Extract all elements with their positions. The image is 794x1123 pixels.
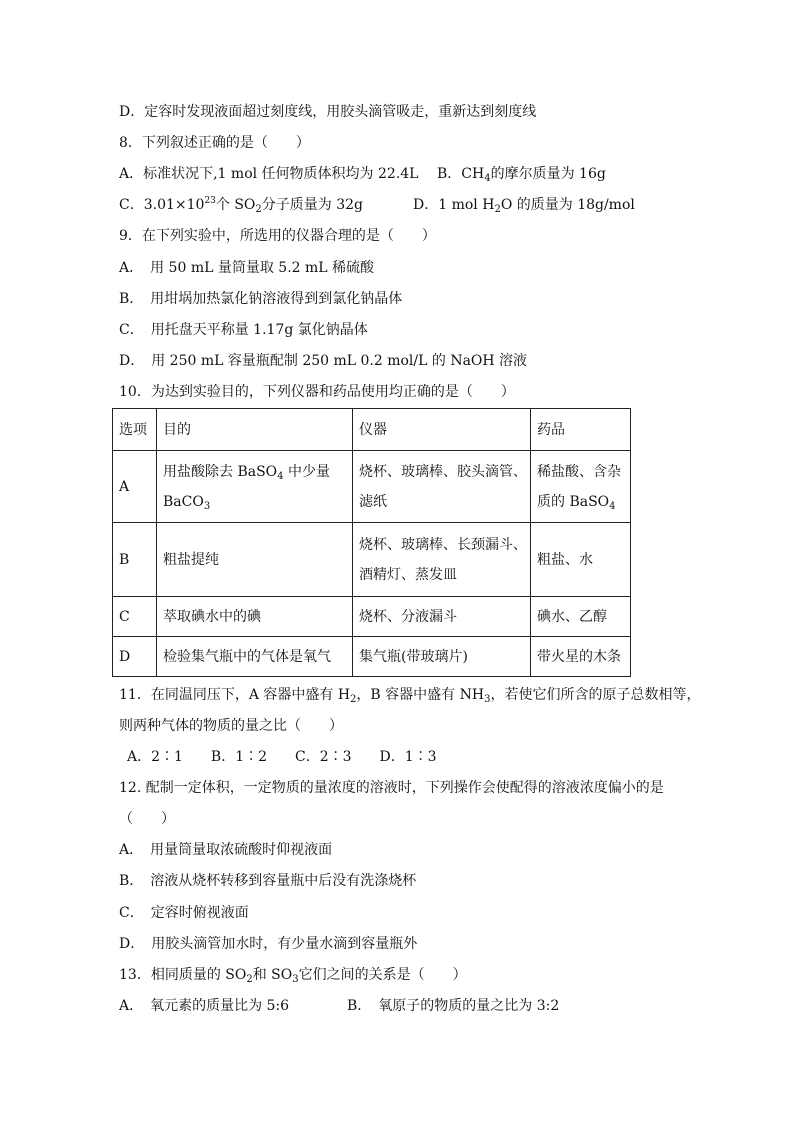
q13-option-b: B． 氧原子的物质的量之比为 3:2 — [347, 998, 560, 1014]
q12-option-c: C． 定容时俯视液面 — [119, 905, 249, 921]
q7-option-d: D．定容时发现液面超过刻度线，用胶头滴管吸走，重新达到刻度线 — [119, 104, 537, 120]
q12-option-a: A． 用量筒量取浓硫酸时仰视液面 — [119, 842, 333, 858]
header-purpose: 目的 — [157, 409, 353, 451]
q13-options-ab — [119, 997, 679, 1015]
q12-option-d: D． 用胶头滴管加水时，有少量水滴到容量瓶外 — [119, 936, 418, 952]
row-reagent: 稀盐酸、含杂质的 BaSO$_4$ — [531, 451, 631, 523]
row-instrument: 烧杯、玻璃棒、胶头滴管、滤纸 — [353, 451, 531, 523]
row-reagent: 粗盐、水 — [531, 523, 631, 597]
q8-stem: 8．下列叙述正确的是（ ） — [119, 135, 310, 151]
table-header-row — [113, 409, 631, 451]
header-reagent: 药品 — [531, 409, 631, 451]
q9-option-a: A． 用 50 mL 量筒量取 5.2 mL 稀硫酸 — [119, 260, 375, 276]
row-option: B — [113, 523, 157, 597]
row-purpose: 萃取碘水中的碘 — [157, 597, 353, 637]
row-purpose: 粗盐提纯 — [157, 523, 353, 597]
table-row — [113, 523, 631, 597]
q8-option-b: B．$CH_4$的摩尔质量为 16g — [437, 166, 606, 184]
row-option: D — [113, 637, 157, 677]
q9-option-b: B． 用坩埚加热氯化钠溶液得到到氯化钠晶体 — [119, 291, 403, 307]
q8-options-cd — [119, 196, 679, 214]
row-option: C — [113, 597, 157, 637]
q8-option-c: C．$3.01\times 10^{23}$个 $SO_2$分子质量为 32g — [119, 196, 364, 215]
row-option: A — [113, 451, 157, 523]
row-purpose: 检验集气瓶中的气体是氧气 — [157, 637, 353, 677]
header-option: 选项 — [113, 409, 157, 451]
q8-options-ab — [119, 165, 679, 183]
table-row — [113, 451, 631, 523]
table-row — [113, 597, 631, 637]
row-instrument: 烧杯、分液漏斗 — [353, 597, 531, 637]
row-reagent: 带火星的木条 — [531, 637, 631, 677]
q8-option-d: D．1 mol $H_2O$ 的质量为 18g/mol — [413, 197, 635, 215]
q12-stem-paren: （ ） — [119, 811, 175, 827]
row-instrument: 集气瓶(带玻璃片) — [353, 637, 531, 677]
q9-stem: 9．在下列实验中，所选用的仪器合理的是（ ） — [119, 228, 436, 244]
q12-stem: 12. 配制一定体积，一定物质的量浓度的溶液时，下列操作会使配得的溶液浓度偏小的是 — [119, 780, 664, 796]
q11-stem-line2: 则两种气体的物质的量之比（ ） — [119, 718, 343, 734]
row-purpose: 用盐酸除去 BaSO$_4$ 中少量 BaCO$_3$ — [157, 451, 353, 523]
q11-options: A．2∶1 B．1∶2 C．2∶3 D．1∶3 — [127, 749, 437, 765]
q13-stem: 13．相同质量的 $SO_2$和 $SO_3$它们之间的关系是（ ） — [119, 967, 467, 985]
header-instrument: 仪器 — [353, 409, 531, 451]
q8-option-a: A．标准状况下,1 mol 任何物质体积均为 22.4L — [119, 166, 419, 182]
table-row — [113, 637, 631, 677]
q10-stem: 10．为达到实验目的，下列仪器和药品使用均正确的是（ ） — [119, 384, 515, 400]
q9-option-d: D． 用 250 mL 容量瓶配制 250 mL 0.2 mol/L 的 NaOH 溶液 — [119, 353, 528, 369]
q10-table — [112, 408, 631, 677]
q9-option-c: C． 用托盘天平称量 1.17g 氯化钠晶体 — [119, 322, 368, 338]
row-reagent: 碘水、乙醇 — [531, 597, 631, 637]
q12-option-b: B． 溶液从烧杯转移到容量瓶中后没有洗涤烧杯 — [119, 873, 417, 889]
q11-stem: 11．在同温同压下，A 容器中盛有 $H_2$，B 容器中盛有 $NH_3$，若使它们所含的原子总数相等， — [119, 687, 701, 705]
q13-option-a: A． 氧元素的质量比为 5:6 — [119, 998, 290, 1014]
row-instrument: 烧杯、玻璃棒、长颈漏斗、酒精灯、蒸发皿 — [353, 523, 531, 597]
